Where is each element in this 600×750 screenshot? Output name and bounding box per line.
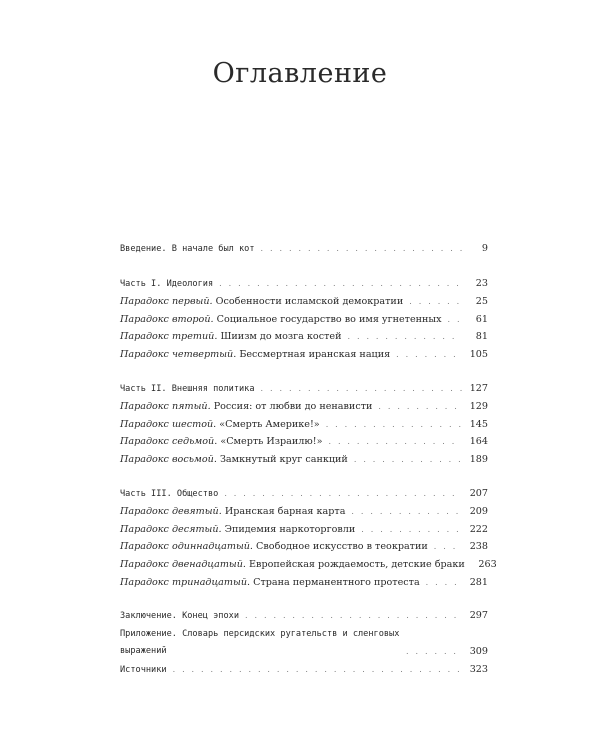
- toc-entry-title: Введение. В начале был кот: [120, 244, 255, 254]
- toc-entry[interactable]: [120, 661, 488, 680]
- toc-entry[interactable]: [120, 346, 488, 364]
- dot-leader: [354, 451, 462, 469]
- dot-leader: [378, 398, 462, 416]
- toc-entry-title: Россия: от любви до ненависти: [213, 401, 373, 413]
- toc-entry-title: Источники: [120, 664, 167, 675]
- toc-entry[interactable]: [120, 485, 488, 504]
- toc-section: [120, 485, 497, 592]
- dot-leader: [361, 521, 462, 539]
- dot-leader: [447, 311, 462, 329]
- toc-entry[interactable]: [120, 416, 488, 434]
- dot-leader: [224, 485, 462, 503]
- page-number: 207: [469, 487, 488, 499]
- toc-entry-title: Приложение. Словарь персидских ругательств и сленговых выражений: [120, 628, 400, 657]
- toc-section: [120, 607, 488, 679]
- toc-section: [120, 380, 488, 469]
- toc-entry[interactable]: [120, 380, 488, 399]
- toc-entry[interactable]: [120, 240, 488, 259]
- dot-leader: [261, 380, 462, 398]
- toc-entry-label: Парадокс девятый.: [120, 506, 222, 518]
- toc-entry[interactable]: [120, 626, 488, 661]
- toc-entry-label: Парадокс двенадцатый.: [120, 558, 246, 570]
- toc-entry-label: Парадокс одиннадцатый.: [120, 541, 253, 553]
- toc-entry-title: «Смерть Израилю!»: [220, 436, 323, 448]
- toc-entry-label: Парадокс пятый.: [120, 401, 211, 413]
- toc-entry-title: Социальное государство во имя угнетенных: [216, 313, 442, 325]
- toc-entry-title: Страна перманентного протеста: [253, 576, 420, 588]
- toc-entry-title: Европейская рождаемость, детские браки: [249, 558, 465, 570]
- dot-leader: [328, 433, 462, 451]
- toc-entry-title: Шиизм до мозга костей: [220, 331, 342, 343]
- toc-entry[interactable]: [120, 398, 488, 416]
- page-number: 127: [469, 382, 488, 394]
- toc-entry[interactable]: [120, 451, 488, 469]
- page-number: 323: [469, 663, 488, 675]
- toc-entry[interactable]: [120, 293, 488, 311]
- toc-entry-label: Парадокс первый.: [120, 296, 213, 308]
- page-number: 61: [475, 313, 488, 325]
- page-number: 25: [475, 296, 488, 308]
- toc-entry-title: Свободное искусство в теократии: [256, 541, 428, 553]
- toc-entry-label: Парадокс восьмой.: [120, 453, 217, 465]
- toc-entry[interactable]: [120, 503, 488, 521]
- toc-entry[interactable]: [120, 433, 488, 451]
- page-title: Оглавление: [212, 58, 388, 89]
- page-number: 297: [469, 610, 488, 622]
- toc-entry-title: Эпидемия наркоторговли: [224, 523, 356, 535]
- toc-entry-title: Часть I. Идеология: [120, 278, 214, 289]
- toc-entry[interactable]: [120, 311, 488, 329]
- dot-leader: [351, 503, 462, 521]
- toc-entry[interactable]: [120, 607, 488, 626]
- toc-entry[interactable]: [120, 328, 488, 346]
- dot-leader: [326, 416, 462, 434]
- toc-entry[interactable]: [120, 556, 497, 574]
- table-of-contents: [120, 240, 497, 695]
- toc-entry[interactable]: [120, 521, 488, 539]
- toc-entry-title: Особенности исламской демократии: [215, 296, 404, 308]
- page-number: 23: [475, 277, 488, 289]
- toc-entry-label: Парадокс тринадцатый.: [120, 576, 251, 588]
- toc-entry-title: Иранская барная карта: [224, 506, 346, 518]
- dot-leader: [261, 240, 462, 258]
- page-number: 263: [478, 558, 497, 570]
- toc-entry-title: Бессмертная иранская нация: [239, 348, 391, 360]
- toc-entry[interactable]: [120, 275, 488, 294]
- page-number: 129: [469, 401, 488, 413]
- toc-entry-title: Замкнутый круг санкций: [219, 453, 348, 465]
- toc-entry-label: Парадокс четвертый.: [120, 348, 237, 360]
- dot-leader: [406, 643, 462, 661]
- toc-entry-title: Часть III. Общество: [120, 488, 219, 499]
- dot-leader: [173, 661, 462, 679]
- toc-entry-label: Парадокс десятый.: [120, 523, 222, 535]
- dot-leader: [409, 293, 462, 311]
- toc-entry[interactable]: [120, 574, 488, 592]
- toc-section: [120, 240, 488, 259]
- page-number: 189: [469, 453, 488, 465]
- dot-leader: [396, 346, 462, 364]
- toc-entry-label: Парадокс второй.: [120, 313, 214, 325]
- page-number: 9: [481, 243, 488, 254]
- dot-leader: [219, 275, 462, 293]
- page-number: 81: [475, 331, 488, 343]
- page-number: 281: [469, 576, 488, 588]
- page-number: 309: [469, 646, 488, 658]
- page-number: 164: [469, 436, 488, 448]
- toc-entry[interactable]: [120, 538, 488, 556]
- dot-leader: [347, 328, 462, 346]
- page-number: 145: [469, 418, 488, 430]
- toc-entry-title: «Смерть Америке!»: [219, 418, 320, 430]
- toc-entry-label: Парадокс шестой.: [120, 418, 217, 430]
- page-number: 209: [469, 506, 488, 518]
- toc-section: [120, 275, 488, 364]
- toc-entry-title: Часть II. Внешняя политика: [120, 383, 255, 394]
- dot-leader: [434, 538, 462, 556]
- toc-entry-label: Парадокс седьмой.: [120, 436, 218, 448]
- dot-leader: [426, 574, 462, 592]
- toc-entry-label: Парадокс третий.: [120, 331, 218, 343]
- page-number: 105: [469, 348, 488, 360]
- page-number: 238: [469, 541, 488, 553]
- dot-leader: [245, 607, 462, 625]
- toc-entry-title: Заключение. Конец эпохи: [120, 611, 239, 622]
- page-number: 222: [469, 523, 488, 535]
